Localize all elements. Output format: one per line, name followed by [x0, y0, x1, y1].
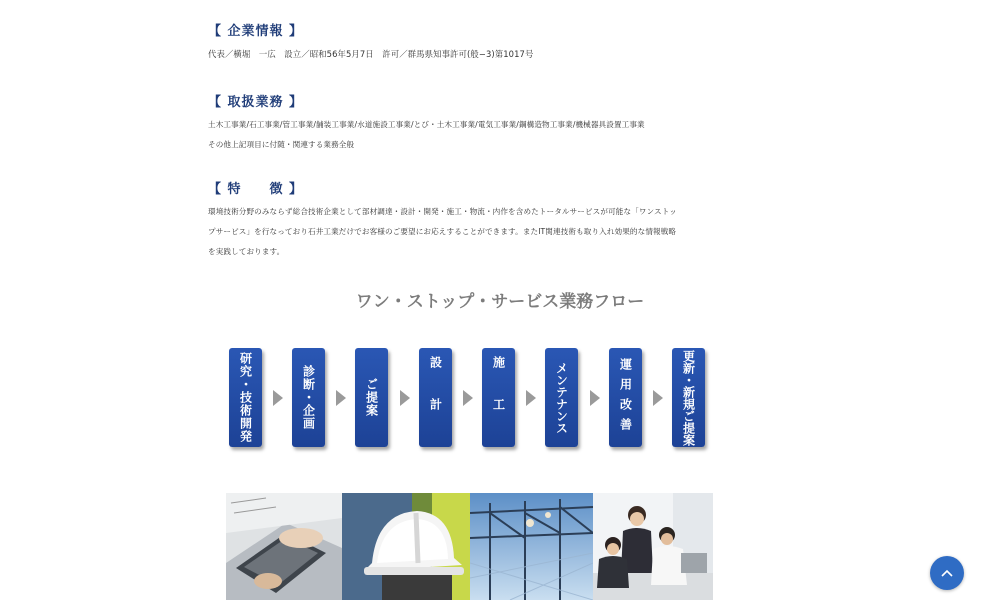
features-text-2: プサービス」を行なっており石井工業だけでお客様のご要望にお応えすることができます。またIT関連技術も取り入れ効果的な情報戦略 [208, 227, 677, 236]
flow-step-proposal[interactable] [355, 348, 388, 447]
features-text-3: を実践しております。 [208, 247, 285, 256]
flow-step-label: 診断・企画 [301, 365, 316, 430]
arrow-right-icon [336, 390, 346, 406]
business-text-2: その他上記項目に付随・関連する業務全般 [208, 140, 355, 149]
flow-step-design[interactable] [419, 348, 452, 447]
flow-step-label: 更新・新規ご提案 [681, 349, 696, 446]
flow-step-label: メンテナンス [554, 361, 569, 434]
flow-step-label: 設計 [428, 355, 443, 440]
flow-step-label: 施工 [491, 355, 506, 440]
company-info-heading: 【 企業情報 】 [208, 24, 304, 39]
flow-step-label: 運用改善 [618, 357, 633, 438]
flow-step-label: ご提案 [364, 378, 379, 417]
scroll-to-top-button[interactable] [930, 556, 964, 590]
flow-step-diagnosis[interactable] [292, 348, 325, 447]
company-info-text: 代表／横堀 一広 設立／昭和56年5月7日 許可／群馬県知事許可(般−3)第1017号 [208, 49, 534, 59]
flow-step-research[interactable] [229, 348, 262, 447]
photo-strip [226, 493, 713, 600]
flow-step-construction[interactable] [482, 348, 515, 447]
flow-step-label: 研究・技術開発 [238, 352, 253, 443]
features-text-1: 環境技術分野のみならず総合技術企業として部材調達・設計・開発・施工・物流・内作を含めたトータルサービスが可能な「ワンストッ [208, 207, 677, 216]
business-heading: 【 取扱業務 】 [208, 95, 304, 110]
flow-diagram [229, 348, 709, 448]
flow-step-operation[interactable] [609, 348, 642, 447]
office-team-photo [593, 493, 713, 600]
construction-photo [470, 493, 593, 600]
hardhat-photo [342, 493, 470, 600]
business-text-1: 土木工事業/石工事業/管工事業/舗装工事業/水道施設工事業/とび・土木工事業/電気工事業/鋼構造物工事業/機械器具設置工事業 [208, 120, 645, 129]
arrow-right-icon [273, 390, 283, 406]
arrow-right-icon [590, 390, 600, 406]
arrow-right-icon [653, 390, 663, 406]
chevron-up-icon [941, 569, 953, 577]
flow-step-maintenance[interactable] [545, 348, 578, 447]
laptop-photo [226, 493, 342, 600]
arrow-right-icon [526, 390, 536, 406]
features-heading: 【 特 徴 】 [208, 182, 304, 197]
arrow-right-icon [400, 390, 410, 406]
flow-step-renewal[interactable] [672, 348, 705, 447]
arrow-right-icon [463, 390, 473, 406]
flow-title: ワン・ストップ・サービス業務フロー [355, 292, 645, 312]
